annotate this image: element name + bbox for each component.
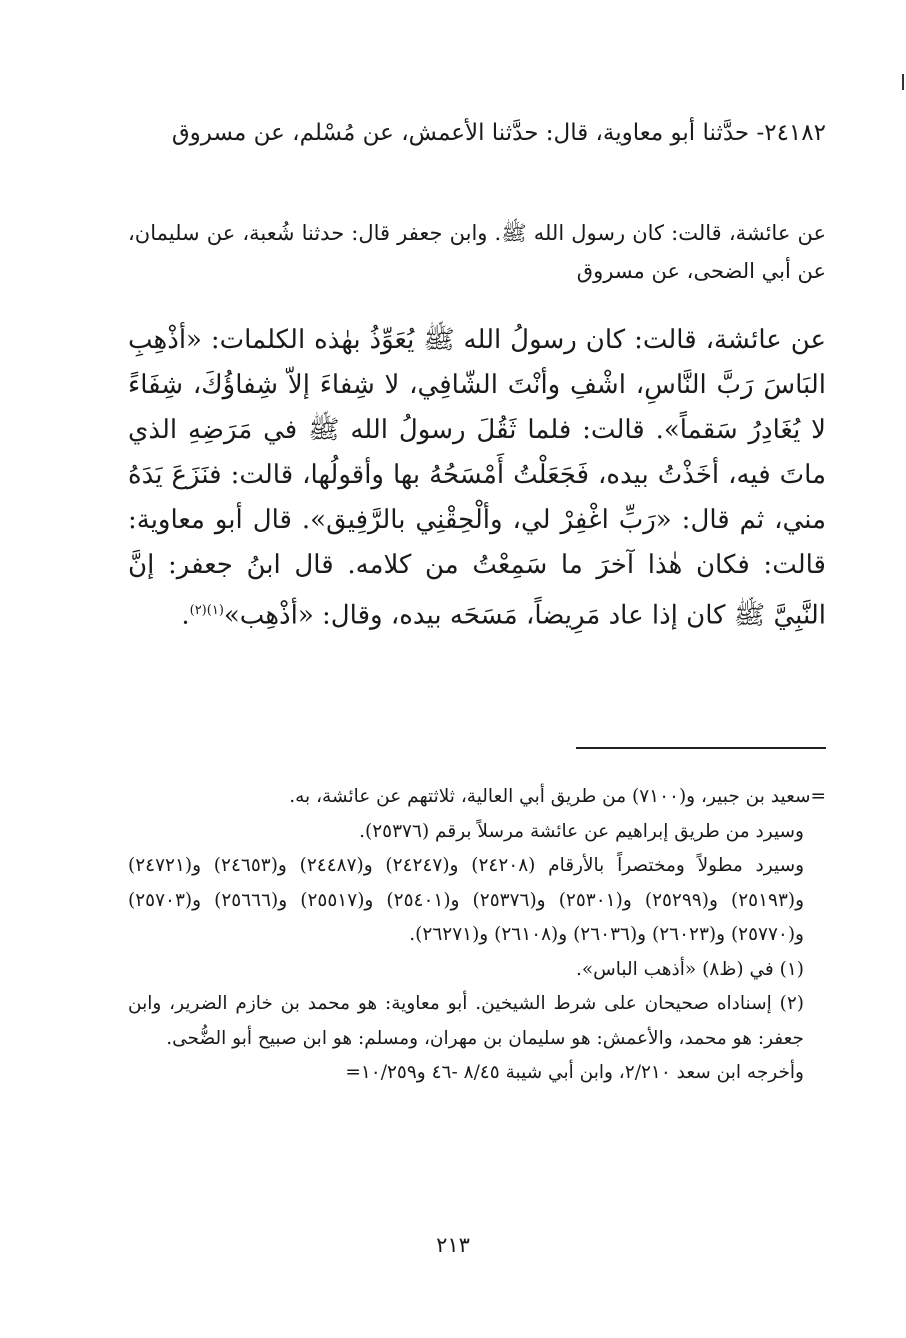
hadith-body (128, 318, 826, 639)
hadith-text: عن عائشة، قالت: كان رسولُ الله ﷺ يُعَوِّذُ بهٰذه الكلمات: «أذْهِبِ البَاسَ رَبَّ النَّاسِ، اشْفِ وأنْتَ الشّافِي، لا شِفاءَ إلاّ شِفاؤُكَ، شِفَاءً لا يُغَادِرُ سَقماً». قالت: فلما ثَقُلَ رسولُ الله ﷺ في مَرَضِهِ الذي ماتَ فيه، أخَذْتُ بيده، فَجَعَلْتُ أَمْسَحُهُ بها وأقولُها، قالت: فنَزَعَ يَدَهُ مني، ثم قال: «رَبِّ اغْفِرْ لي، وألْحِقْنِي بالرَّفِيق». قال أبو معاوية: قالت: فكان هٰذا آخرَ ما سَمِعْتُ من كلامه. قال ابنُ جعفر: إنَّ النَّبِيَّ ﷺ كان إذا عاد مَرِيضاً، مَسَحَه بيده، وقال: «أذْهِب» (128, 325, 826, 631)
hadith-header: ٢٤١٨٢- حدَّثنا أبو معاوية، قال: حدَّثنا الأعمش، عن مُسْلم، عن مسروق (171, 120, 826, 146)
footnote-1: (١) في (ظ٨) «أذهب الباس». (575, 958, 804, 980)
footnote-continuation: وسيرد من طريق إبراهيم عن عائشة مرسلاً برقم (٢٥٣٧٦). (359, 820, 804, 842)
page-number: ٢١٣ (436, 1233, 470, 1257)
hadith-chain: عن عائشة، قالت: كان رسول الله ﷺ. وابن جعفر قال: حدثنا شُعبة، عن سليمان، عن أبي الضحى، عن مسروق (128, 221, 826, 283)
hadith-end: . (181, 600, 190, 631)
footnote-continuation: =سعيد بن جبير، و(٧١٠٠) من طريق أبي العالية، ثلاثتهم عن عائشة، به. (289, 786, 826, 807)
page-edge-mark (902, 74, 904, 90)
footnote-continuation: وسيرد مطولاً ومختصراً بالأرقام (٢٤٢٠٨) و(٢٤٢٤٧) و(٢٤٤٨٧) و(٢٤٦٥٣) و(٢٤٧٢١) و(٢٥١٩٣) و(٢٥٢٩٩) و(٢٥٣٠١) و(٢٥٣٧٦) و(٢٥٤٠١) و(٢٥٥١٧) و(٢٥٦٦٦) و(٢٥٧٠٣) و(٢٥٧٧٠) و(٢٦٠٢٣) و(٢٦٠٣٦) و(٢٦١٠٨) و(٢٦٢٧١). (128, 855, 805, 945)
footnote-2-continued: وأخرجه ابن سعد ٢/٢١٠، وابن أبي شيبة ٨/٤٥ -٤٦ و١٠/٢٥٩= (345, 1062, 804, 1083)
footnote-divider (576, 747, 826, 749)
footnotes (128, 780, 826, 1091)
footnote-markers: (١)(٢) (189, 603, 224, 618)
footnote-2: (٢) إسناداه صحيحان على شرط الشيخين. أبو معاوية: هو محمد بن خازم الضرير، وابن جعفر: هو محمد، والأعمش: هو سليمان بن مهران، ومسلم: هو ابن صبيح أبو الضُّحى. (128, 993, 804, 1049)
